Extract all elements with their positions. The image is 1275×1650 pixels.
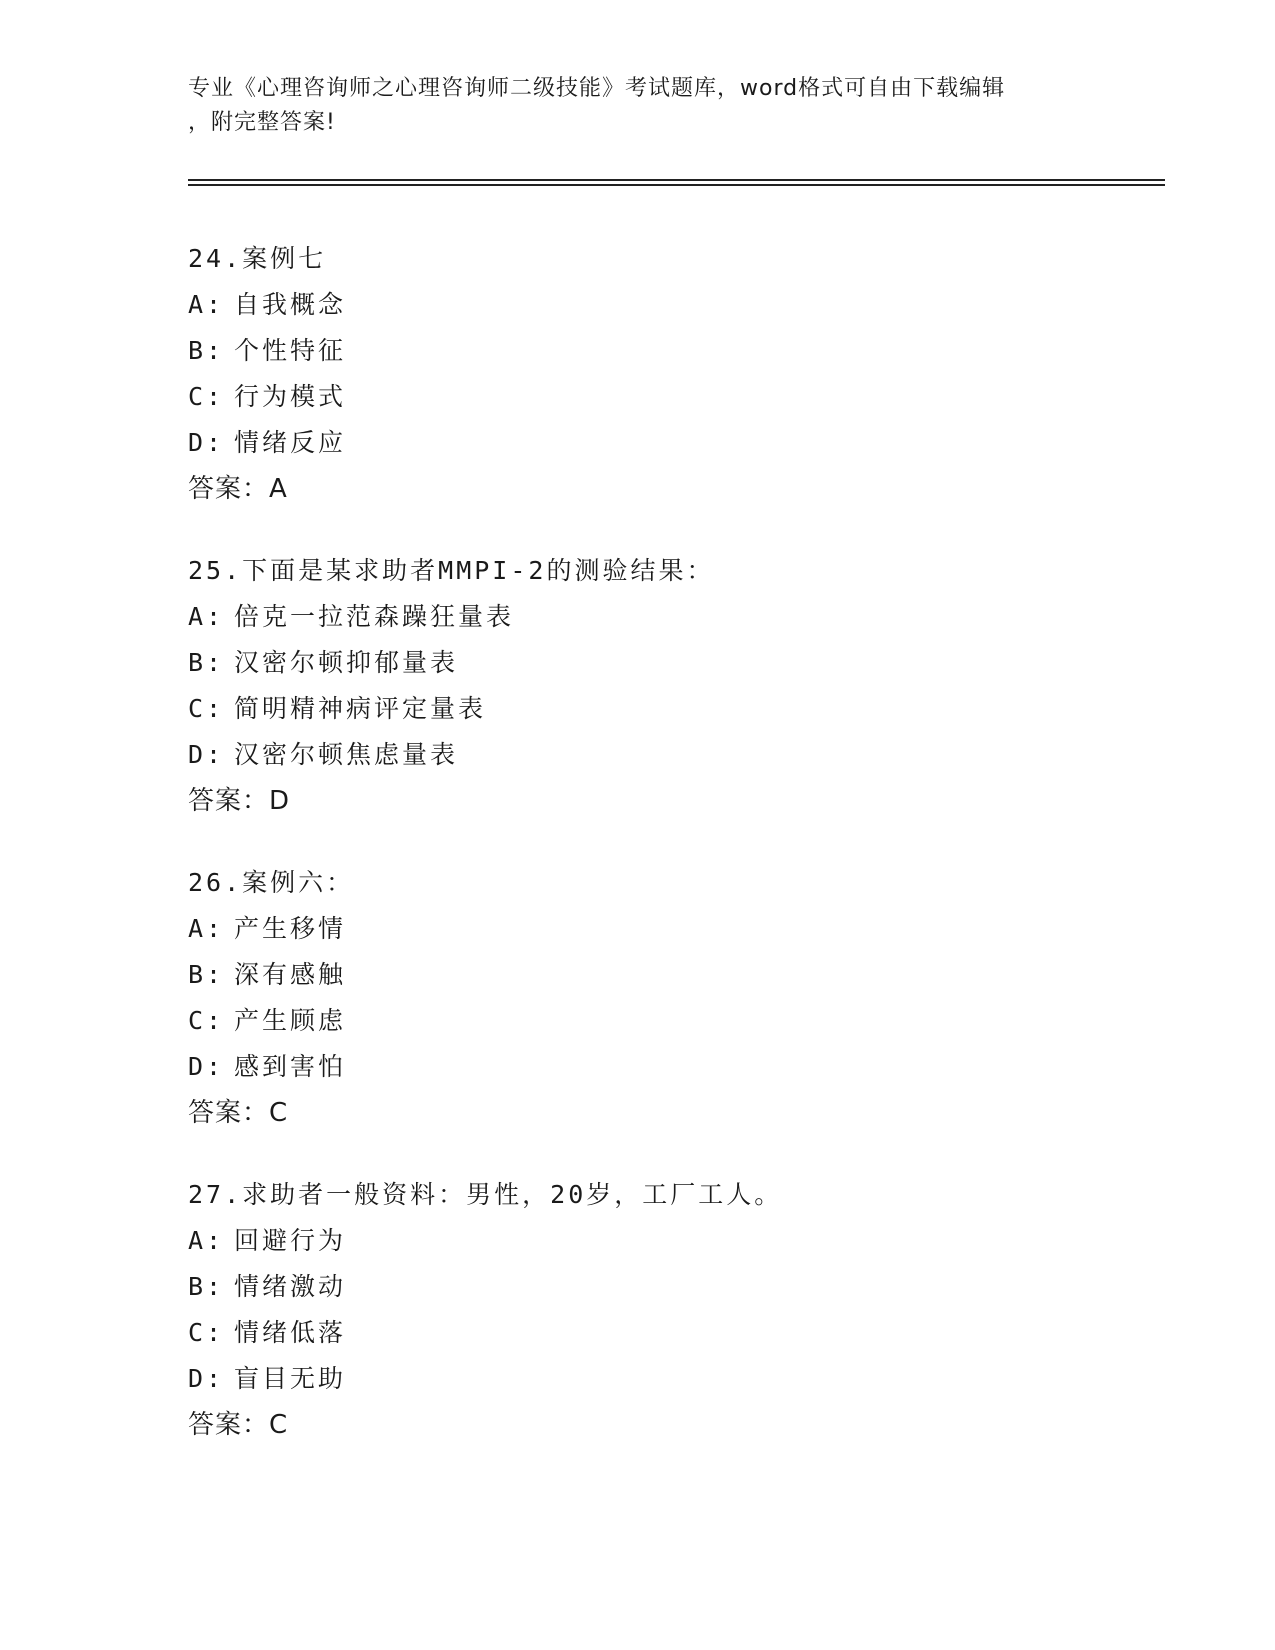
option-text: 个性特征 bbox=[234, 336, 347, 365]
option-text: 盲目无助 bbox=[234, 1364, 347, 1393]
option-a bbox=[188, 282, 1148, 328]
option-text: 汉密尔顿抑郁量表 bbox=[234, 648, 459, 677]
option-letter: C: bbox=[188, 694, 225, 723]
option-b bbox=[188, 1264, 1148, 1310]
option-text: 产生顾虑 bbox=[234, 1006, 347, 1035]
option-c bbox=[188, 686, 1148, 732]
option-a bbox=[188, 1218, 1148, 1264]
question-list bbox=[188, 236, 1148, 1484]
question-stem: 24.案例七 bbox=[188, 244, 327, 273]
answer-line: 答案：C bbox=[188, 1410, 289, 1440]
option-b bbox=[188, 640, 1148, 686]
answer-line: 答案：C bbox=[188, 1098, 289, 1128]
question-26 bbox=[188, 860, 1148, 1136]
option-letter: A: bbox=[188, 1226, 225, 1255]
option-letter: A: bbox=[188, 290, 225, 319]
option-b bbox=[188, 952, 1148, 998]
question-27 bbox=[188, 1172, 1148, 1448]
option-text: 行为模式 bbox=[234, 382, 347, 411]
question-24 bbox=[188, 236, 1148, 512]
option-text: 情绪反应 bbox=[234, 428, 347, 457]
option-letter: B: bbox=[188, 1272, 225, 1301]
option-letter: D: bbox=[188, 1364, 225, 1393]
option-letter: D: bbox=[188, 740, 225, 769]
option-text: 简明精神病评定量表 bbox=[234, 694, 487, 723]
option-text: 自我概念 bbox=[234, 290, 347, 319]
option-letter: A: bbox=[188, 602, 225, 631]
option-d bbox=[188, 1356, 1148, 1402]
header-title-line-2: ，附完整答案! bbox=[188, 110, 336, 135]
answer-line: 答案：A bbox=[188, 474, 288, 504]
option-text: 情绪低落 bbox=[234, 1318, 347, 1347]
option-letter: C: bbox=[188, 382, 225, 411]
option-d bbox=[188, 1044, 1148, 1090]
option-letter: C: bbox=[188, 1006, 225, 1035]
option-text: 深有感触 bbox=[234, 960, 347, 989]
option-letter: A: bbox=[188, 914, 225, 943]
option-c bbox=[188, 1310, 1148, 1356]
document-header bbox=[188, 72, 1088, 140]
option-letter: D: bbox=[188, 1052, 225, 1081]
option-text: 汉密尔顿焦虑量表 bbox=[234, 740, 459, 769]
option-letter: B: bbox=[188, 648, 225, 677]
option-d bbox=[188, 732, 1148, 778]
option-c bbox=[188, 998, 1148, 1044]
option-b bbox=[188, 328, 1148, 374]
option-c bbox=[188, 374, 1148, 420]
option-a bbox=[188, 906, 1148, 952]
option-a bbox=[188, 594, 1148, 640]
option-text: 回避行为 bbox=[234, 1226, 347, 1255]
option-letter: B: bbox=[188, 336, 225, 365]
option-text: 情绪激动 bbox=[234, 1272, 347, 1301]
option-text: 感到害怕 bbox=[234, 1052, 347, 1081]
answer-line: 答案：D bbox=[188, 786, 291, 816]
question-stem: 25.下面是某求助者MMPI-2的测验结果： bbox=[188, 556, 715, 585]
question-stem: 26.案例六： bbox=[188, 868, 355, 897]
header-divider-top bbox=[188, 179, 1165, 181]
option-letter: D: bbox=[188, 428, 225, 457]
option-letter: C: bbox=[188, 1318, 225, 1347]
question-stem: 27.求助者一般资料：男性，20岁，工厂工人。 bbox=[188, 1180, 783, 1209]
option-letter: B: bbox=[188, 960, 225, 989]
question-25 bbox=[188, 548, 1148, 824]
option-d bbox=[188, 420, 1148, 466]
option-text: 产生移情 bbox=[234, 914, 347, 943]
header-divider-bottom bbox=[188, 184, 1165, 186]
header-title-line-1: 专业《心理咨询师之心理咨询师二级技能》考试题库，word格式可自由下载编辑 bbox=[188, 76, 1006, 101]
option-text: 倍克一拉范森躁狂量表 bbox=[234, 602, 515, 631]
